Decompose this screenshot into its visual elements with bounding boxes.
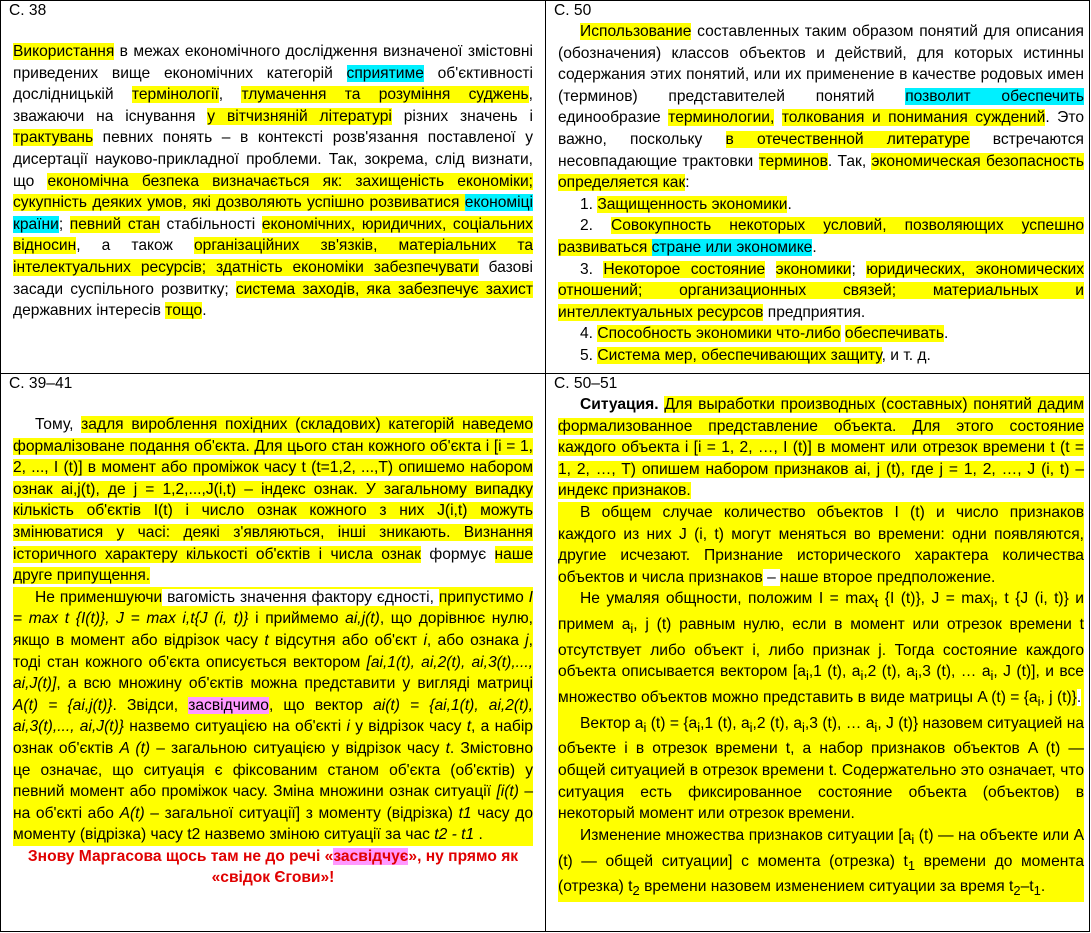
paragraph: Ситуация. Для выработки производных (составных) понятий дадим формализованное представление объекта. Для этого состояние каждого объекта i [i = 1, 2, …, I (t)] в момент или отрезок времени t (t = 1, 2, …, T) опишем набором признаков ai, j (t), где j = 1, 2, …, J (i, t) – индекс признаков. — [558, 396, 1084, 500]
list-item: 4. Способность экономики что-либо обеспечивать. — [580, 325, 949, 343]
cell-ukrainian-p39-41 — [1, 374, 546, 932]
list-item: 2. Совокупность некоторых условий, позволяющих успешно развиваться стране или экономике. — [558, 217, 1084, 256]
cell-text — [558, 21, 1084, 367]
paragraph: Не применшуючи вагомість значення фактору єдності, припустимо I = max t {I(t)}, J = max i,t{J (i, t)} і приймемо ai,j(t), що дорівнює нулю, якщо в момент або відрізок часу t відсутня або об'єкт i, або ознака j, тоді стан кожного об'єкта описується вектором [ai,1(t), ai,2(t), ai,3(t),..., ai,J(t)], а всю множину об'єктів можна представити у вигляді матриці A(t) = {ai,j(t)}. Звідси, засвідчимо, що вектор ai(t) = {ai,1(t), ai,2(t), ai,3(t),..., ai,J(t)} назвемо ситуацією на об'єкті i у відрізок часу t, а набір ознак об'єктів A (t) – загальною ситуацією у відрізок часу t. Змістовно це означає, що ситуація є фіксованим станом об'єкта (об'єктів) у певний момент або проміжок часу. Зміна множини ознак ситуації [i(t) – на об'єкті або A(t) – загальної ситуації] з моменту (відрізка) t1 часу до моменту (відрізка) часу t2 назвемо зміною ситуації за час t2 - t1 . — [13, 587, 533, 846]
cell-russian-p50-51 — [546, 374, 1090, 932]
cell-russian-p50 — [546, 1, 1090, 374]
paragraph: Изменение множества признаков ситуации [$a_i$ (t) — на объекте или A (t) — общей ситуации] с момента (отрезка) $t_1$ времени до момента (отрезка) $t_2$ времени назовем изменением ситуации за время $t_2-t_1$. — [558, 825, 1084, 902]
paragraph: Использование составленных таким образом понятий для описания (обозначения) классов объектов и действий, для которых истинны содержания этих понятий, или их применение в качестве родовых имен (терминов) представителей понятий позволит обеспечить единообразие терминологии, толкования и понимания суждений. Это важно, поскольку в отечественной литературе встречаются несовпадающие трактовки терминов. Так, экономическая безопасность определяется как: — [558, 23, 1085, 192]
paragraph: В общем случае количество объектов I (t) и число признаков каждого из них J (i, t) могут меняться во времени: одни появляются, другие исчезают. Признание исторического характера количества объектов и числа признаков – наше второе предположение. — [558, 502, 1084, 588]
cell-text — [13, 41, 533, 322]
list-item: 3. Некоторое состояние экономики; юридических, экономических отношений; организационных связей; материальных и интеллектуальных ресурсов предприятия. — [558, 260, 1084, 321]
paragraph: Вектор $a_i$ $(t) = \{a_i,1$ (t), $a_i,2$ (t), $a_i,3$ (t), … $a_i$, J (t)} назовем ситуацией на объекте i в отрезок времени t, а набор признаков объектов A (t) — общей ситуацией в отрезок времени t. Содержательно это означает, что ситуация есть фиксированное состояние объекта (объектов) в некоторый момент или отрезок времени. — [558, 713, 1084, 825]
cell-text — [558, 394, 1084, 902]
cell-ukrainian-p38 — [1, 1, 546, 374]
page-ref: С. 50 — [554, 2, 592, 19]
page-ref: С. 39–41 — [9, 375, 73, 392]
paragraph: Тому, задля вироблення похідних (складових) категорій наведемо формалізоване подання об'єкта. Для цього стан кожного об'єкта i [i = 1, 2, ..., I (t)] в момент або проміжок часу t (t=1,2, ...,T) опишемо набором ознак ai,j(t), де j = 1,2,...,J(i,t) – індекс ознак. У загальному випадку кількість об'єктів I(t) і число ознак кожного з них J(i,t) можуть змінюватися у часі: деякі з'являються, інші зникають. Визнання історичного характеру кількості об'єктів і числа ознак формує наше друге припущення. — [13, 416, 534, 585]
cell-text — [13, 414, 533, 889]
list-item: 1. Защищенность экономики. — [580, 195, 792, 213]
page-ref: С. 38 — [9, 2, 47, 19]
page-ref: С. 50–51 — [554, 375, 618, 392]
paragraph: Не умаляя общности, положим $I = \max_t \{I$ (t)}, $J = \max_i$, t {J (i, t)} и примем $a_i$, j (t) равным нулю, если в момент или отрезок времени t отсутствует либо объект i, либо признак j. Тогда состояние каждого объекта описывается вектором [$a_i,1$ (t), $a_i,2$ (t), $a_i,3$ (t), … $a_i$, J (t)], и все множество объектов можно представить в виде матрицы A $(t) = \{a_i$, j (t)}. — [558, 588, 1084, 712]
paragraph: Використання в межах економічного дослідження визначеної змістовні приведених вище економічних категорій сприятиме об'єктивності дослідницькій термінології, тлумачення та розуміння суджень, зважаючи на існування у вітчизняній літературі різних значень і трактувань певних понять – в контексті розв'язання поставленої у дисертації науково-прикладної проблеми. Так, зокрема, слід визнати, що економічна безпека визначається як: захищеність економіки; сукупність деяких умов, які дозволяють успішно розвиватися економіці країни; певний стан стабільності економічних, юридичних, соціальних відносин, а також організаційних зв'язків, матеріальних та інтелектуальних ресурсів; здатність економіки забезпечувати базові засади суспільного розвитку; система заходів, яка забезпечує захист державних інтересів тощо. — [13, 43, 533, 320]
list-item: 5. Система мер, обеспечивающих защиту, и т. д. — [580, 346, 931, 364]
editorial-note: Знову Маргасова щось там не до речі «засвідчує», ну прямо як «свідок Єгови»! — [27, 847, 519, 887]
